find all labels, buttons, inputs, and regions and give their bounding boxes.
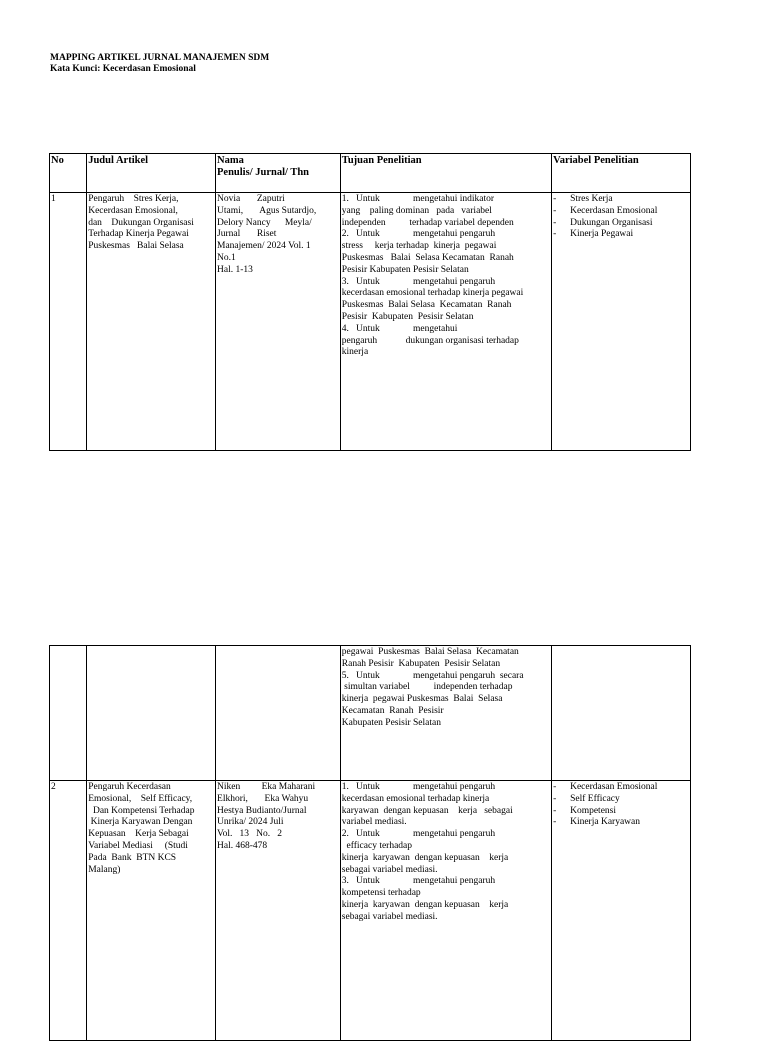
header-variabel-penelitian: Variabel Penelitian	[552, 154, 691, 193]
variable-item: - Kecerdasan Emosional	[553, 782, 689, 794]
text-line: sebagai variabel mediasi.	[341, 911, 438, 922]
text-line: kecerdasan emosional terhadap kinerja pegawai	[341, 288, 524, 299]
variable-item: - Kompetensi	[553, 806, 689, 818]
text-line: Pesisir Kabupaten Pesisir Selatan	[341, 264, 469, 275]
text-line: Kecerdasan Emosional,	[88, 205, 178, 216]
text-line: Kabupaten Pesisir Selatan	[341, 717, 441, 728]
cell-tujuan-penelitian	[340, 193, 551, 451]
cell-variabel-penelitian	[552, 193, 691, 451]
text-line: Novia Zaputri	[217, 194, 285, 204]
text-line: kecerdasan emosional terhadap kinerja	[341, 793, 490, 804]
text-line: Pesisir Kabupaten Pesisir Selatan	[341, 311, 474, 322]
table-row	[50, 193, 691, 451]
cell-judul-artikel	[87, 781, 216, 1041]
cell-penulis	[216, 646, 341, 781]
cell-judul-artikel	[87, 646, 216, 781]
header-penulis-line-1: Nama	[217, 155, 244, 166]
text-line: kinerja	[341, 347, 369, 358]
mapping-table-page-2	[49, 645, 691, 1041]
text-line: Hal. 1-13	[217, 264, 253, 275]
document-title: MAPPING ARTIKEL JURNAL MANAJEMEN SDM	[50, 53, 270, 63]
variable-item: - Stres Kerja	[553, 194, 689, 206]
text-line: 3. Untuk mengetahui pengaruh	[341, 276, 496, 287]
cell-variabel-penelitian	[552, 646, 691, 781]
text-line: Puskesmas Balai Selasa	[88, 241, 184, 252]
text-line: 1. Untuk mengetahui indikator	[341, 194, 495, 204]
cell-no: 2	[50, 781, 87, 1041]
variable-item: - Self Efficacy	[553, 794, 689, 806]
cell-variabel-penelitian	[552, 781, 691, 1041]
text-line: independen terhadap variabel dependen	[341, 217, 514, 228]
text-line: Vol. 13 No. 2	[217, 829, 283, 840]
text-line: Ranah Pesisir Kabupaten Pesisir Selatan	[341, 658, 501, 669]
text-line: Kecamatan Ranah Pesisir	[341, 705, 444, 716]
cell-no: 1	[50, 193, 87, 451]
cell-penulis	[216, 781, 341, 1041]
text-line: pengaruh dukungan organisasi terhadap	[341, 335, 519, 346]
text-line: kinerja karyawan dengan kepuasan kerja	[341, 852, 509, 863]
text-line: Pada Bank BTN KCS	[88, 852, 177, 863]
text-line: Niken Eka Maharani	[217, 782, 316, 792]
text-line: Pengaruh Kecerdasan	[88, 782, 171, 792]
cell-tujuan-penelitian	[340, 781, 551, 1041]
text-line: karyawan dengan kepuasan kerja sebagai	[341, 805, 513, 816]
header-penulis	[216, 154, 341, 193]
text-line: kinerja karyawan dengan kepuasan kerja	[341, 899, 509, 910]
text-line: Kepuasan Kerja Sebagai	[88, 829, 189, 840]
text-line: sebagai variabel mediasi.	[341, 864, 438, 875]
text-line: Elkhori, Eka Wahyu	[217, 793, 309, 804]
text-line: efficacy terhadap	[341, 840, 413, 851]
cell-tujuan-penelitian	[340, 646, 551, 781]
cell-judul-artikel	[87, 193, 216, 451]
text-line: kinerja pegawai Puskesmas Balai Selasa	[341, 694, 503, 705]
text-line: 3. Untuk mengetahui pengaruh	[341, 876, 496, 887]
document-header	[50, 53, 269, 75]
text-line: dan Dukungan Organisasi	[88, 217, 194, 228]
text-line: yang paling dominan pada variabel	[341, 205, 492, 216]
text-line: kompetensi terhadap	[341, 888, 421, 899]
text-line: 2. Untuk mengetahui pengaruh	[341, 829, 496, 840]
text-line: Malang)	[88, 864, 121, 875]
text-line: Puskesmas Balai Selasa Kecamatan Ranah	[341, 300, 512, 311]
header-tujuan-penelitian: Tujuan Penelitian	[340, 154, 551, 193]
cell-no	[50, 646, 87, 781]
variable-item: - Kinerja Pegawai	[553, 229, 689, 241]
text-line: Puskesmas Balai Selasa Kecamatan Ranah	[341, 252, 514, 263]
keyword-line: Kata Kunci: Kecerdasan Emosional	[50, 64, 196, 74]
text-line: Emosional, Self Efficacy,	[88, 793, 193, 804]
table-header-row	[50, 154, 691, 193]
text-line: Hestya Budianto/Jurnal	[217, 805, 307, 816]
text-line: No.1	[217, 252, 236, 263]
text-line: 1. Untuk mengetahui pengaruh	[341, 782, 496, 792]
text-line: Unrika/ 2024 Juli	[217, 817, 284, 828]
variable-list	[553, 782, 689, 829]
text-line: variabel mediasi.	[341, 817, 407, 828]
text-line: Pengaruh Stres Kerja,	[88, 194, 179, 204]
text-line: Terhadap Kinerja Pegawai	[88, 229, 189, 240]
table-row	[50, 781, 691, 1041]
text-line: Utami, Agus Sutardjo,	[217, 205, 317, 216]
variable-list	[553, 194, 689, 241]
text-line: Manajemen/ 2024 Vol. 1	[217, 241, 311, 252]
text-line: Hal. 468-478	[217, 840, 268, 851]
text-line: Delory Nancy Meyla/	[217, 217, 312, 228]
cell-penulis	[216, 193, 341, 451]
variable-item: - Kecerdasan Emosional	[553, 206, 689, 218]
text-line: 2. Untuk mengetahui pengaruh	[341, 229, 496, 240]
text-line: pegawai Puskesmas Balai Selasa Kecamatan	[341, 647, 519, 657]
text-line: Jurnal Riset	[217, 229, 277, 240]
variable-item: - Kinerja Karyawan	[553, 817, 689, 829]
header-judul-artikel: Judul Artikel	[87, 154, 216, 193]
text-line: Dan Kompetensi Terhadap	[88, 805, 195, 816]
mapping-table-page-1	[49, 153, 691, 451]
text-line: Kinerja Karyawan Dengan	[88, 817, 193, 828]
variable-item: - Dukungan Organisasi	[553, 218, 689, 230]
text-line: 4. Untuk mengetahui	[341, 323, 458, 334]
text-line: simultan variabel independen terhadap	[341, 682, 513, 693]
text-line: stress kerja terhadap kinerja pegawai	[341, 241, 497, 252]
header-no: No	[50, 154, 87, 193]
table-row-continued	[50, 646, 691, 781]
text-line: Variabel Mediasi (Studi	[88, 840, 188, 851]
text-line: 5. Untuk mengetahui pengaruh secara	[341, 670, 524, 681]
header-penulis-line-2: Penulis/ Jurnal/ Thn	[217, 167, 310, 178]
